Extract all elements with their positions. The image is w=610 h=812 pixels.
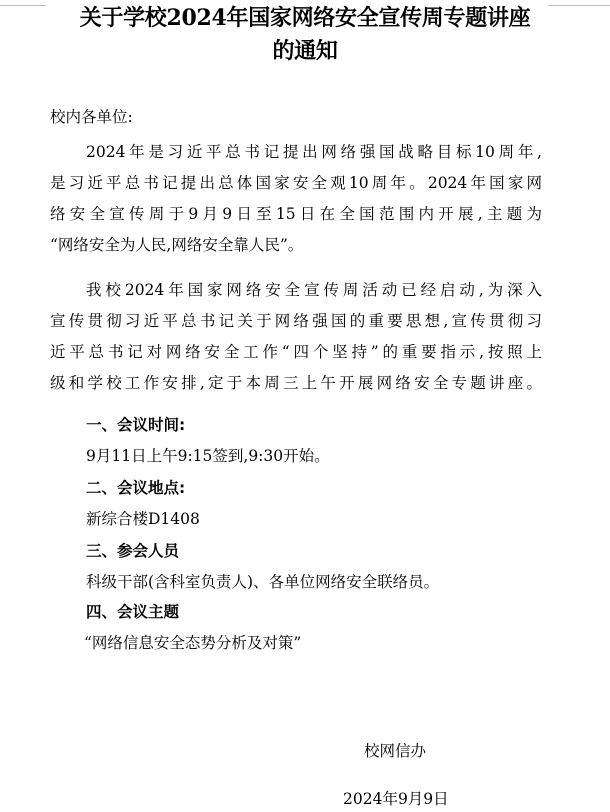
paragraph-1-line-2: 是习近平总书记提出总体国家安全观10周年。2024年国家网	[50, 174, 542, 192]
section-content-meeting-location: 新综合楼D1408	[86, 510, 200, 528]
document-title-continued: 的通知	[272, 38, 338, 64]
section-heading-meeting-time: 一、会议时间:	[86, 416, 186, 434]
salutation: 校内各单位:	[50, 108, 133, 126]
section-content-meeting-topic: “网络信息安全态势分析及对策”	[84, 634, 302, 652]
section-heading-meeting-location: 二、会议地点:	[86, 479, 186, 497]
section-content-meeting-time: 9月11日上午9:15签到,9:30开始。	[86, 447, 330, 465]
document-title: 关于学校2024年国家网络安全宣传周专题讲座	[79, 5, 531, 31]
section-heading-meeting-topic: 四、会议主题	[86, 603, 180, 621]
signature-date: 2024年9月9日	[343, 790, 449, 808]
section-content-attendees: 科级干部(含科室负责人)、各单位网络安全联络员。	[86, 573, 440, 591]
paragraph-2-line-1: 我校2024年国家网络安全宣传周活动已经启动,为深入	[86, 281, 542, 299]
paragraph-1-line-3: 络安全宣传周于9月9日至15日在全国范围内开展,主题为	[50, 205, 542, 223]
paragraph-1-line-1: 2024年是习近平总书记提出网络强国战略目标10周年,	[86, 143, 542, 161]
paragraph-2-line-2: 宣传贯彻习近平总书记关于网络强国的重要思想,宣传贯彻习	[50, 312, 542, 330]
signature-organization: 校网信办	[364, 742, 427, 760]
paragraph-2-line-3: 近平总书记对网络安全工作“四个坚持”的重要指示,按照上	[50, 343, 542, 361]
paragraph-1-line-4: “网络安全为人民,网络安全靠人民”。	[50, 236, 304, 254]
paragraph-2-line-4: 级和学校工作安排,定于本周三上午开展网络安全专题讲座。	[50, 374, 542, 392]
section-heading-attendees: 三、参会人员	[86, 542, 180, 560]
